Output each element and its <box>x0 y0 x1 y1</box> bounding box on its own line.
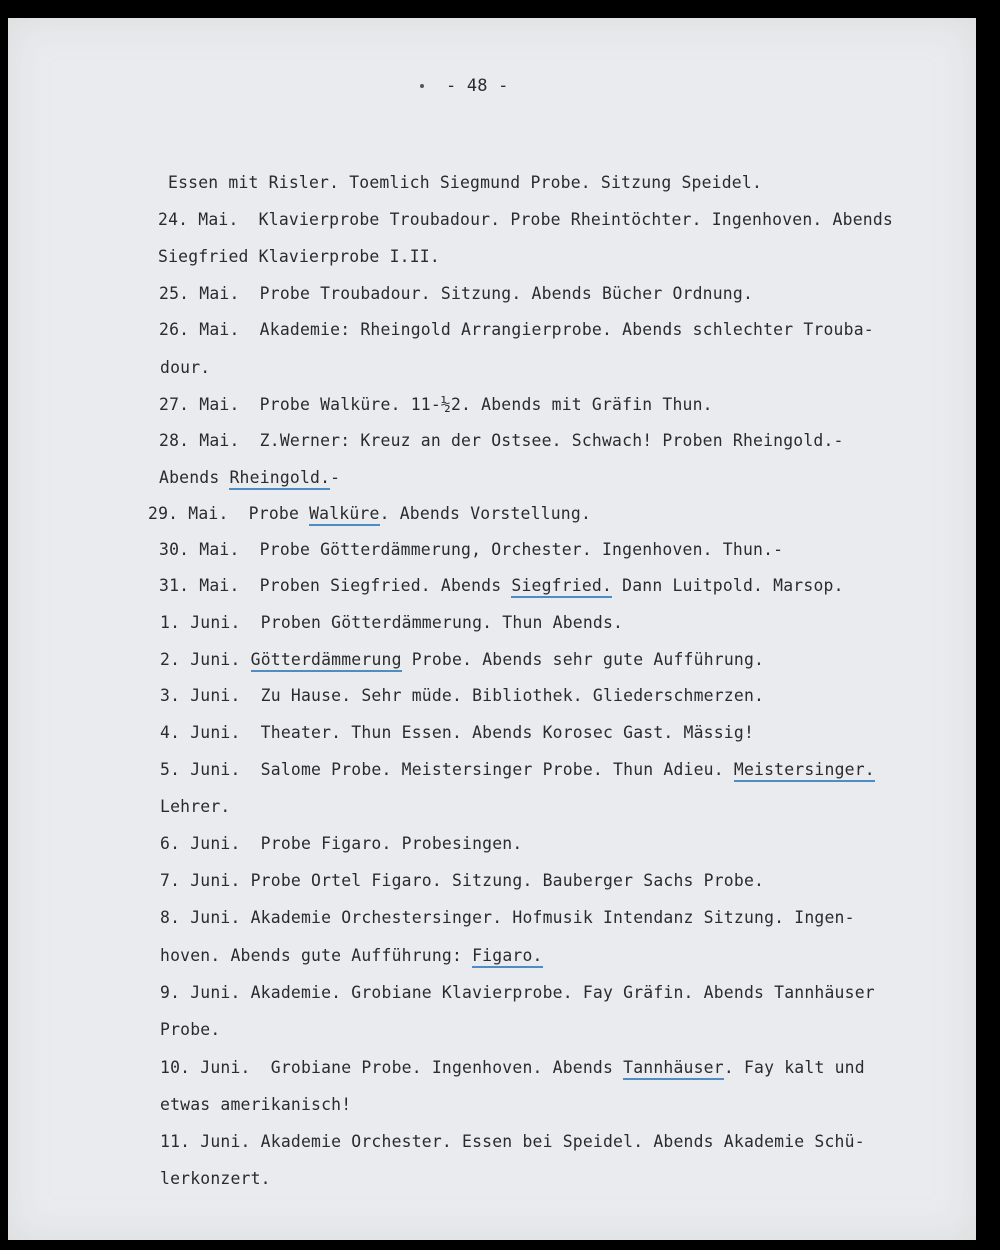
diary-text: 25. Mai. Probe Troubadour. Sitzung. Abends Bücher Ordnung. <box>159 284 754 303</box>
diary-text: Probe. Abends sehr gute Aufführung. <box>401 650 765 669</box>
diary-text: Abends <box>159 468 230 487</box>
diary-text: 3. Juni. Zu Hause. Sehr müde. Bibliothek. Gliederschmerzen. <box>160 686 765 705</box>
page-number: - 48 - <box>446 76 509 96</box>
diary-line <box>160 723 754 742</box>
diary-line <box>159 576 844 595</box>
diary-line <box>148 504 591 523</box>
underlined-title: Tannhäuser <box>623 1058 724 1080</box>
diary-text: Essen mit Risler. Toemlich Siegmund Probe. Sitzung Speidel. <box>168 173 763 192</box>
diary-line <box>160 613 623 632</box>
diary-text: 1. Juni. Proben Götterdämmerung. Thun Abends. <box>160 613 624 632</box>
underlined-title: Walküre <box>309 504 379 526</box>
diary-text: 5. Juni. Salome Probe. Meistersinger Probe. Thun Adieu. <box>160 760 734 779</box>
diary-text: . Fay kalt und <box>723 1058 865 1077</box>
diary-text: dour. <box>160 358 211 377</box>
diary-line <box>160 358 210 377</box>
underlined-title: Siegfried. <box>511 576 612 598</box>
diary-line <box>160 834 522 853</box>
diary-text: 28. Mai. Z.Werner: Kreuz an der Ostsee. Schwach! Proben Rheingold.- <box>159 431 844 450</box>
diary-line <box>160 1020 220 1039</box>
diary-text: 24. Mai. Klavierprobe Troubadour. Probe Rheintöchter. Ingenhoven. Abends <box>158 210 893 229</box>
diary-line <box>160 1169 271 1188</box>
diary-text: 10. Juni. Grobiane Probe. Ingenhoven. Abends <box>160 1058 624 1077</box>
underlined-title: Götterdämmerung <box>251 650 402 672</box>
underlined-title: Rheingold. <box>229 468 330 490</box>
diary-line <box>160 686 764 705</box>
diary-text: etwas amerikanisch! <box>160 1095 352 1114</box>
diary-text: 7. Juni. Probe Ortel Figaro. Sitzung. Bauberger Sachs Probe. <box>160 871 765 890</box>
diary-text: - <box>330 468 341 487</box>
diary-line <box>159 320 874 339</box>
diary-line <box>158 247 440 266</box>
diary-text: Dann Luitpold. Marsop. <box>612 576 844 595</box>
diary-line <box>160 983 875 1002</box>
underlined-title: Figaro. <box>472 946 542 968</box>
diary-text: Siegfried Klavierprobe I.II. <box>158 247 440 266</box>
diary-text: 6. Juni. Probe Figaro. Probesingen. <box>160 834 523 853</box>
underlined-title: Meistersinger. <box>734 760 875 782</box>
diary-text: hoven. Abends gute Aufführung: <box>160 946 473 965</box>
diary-line <box>168 173 762 192</box>
diary-text: 27. Mai. Probe Walküre. 11-½2. Abends mit Gräfin Thun. <box>159 395 713 414</box>
diary-line <box>160 650 764 669</box>
diary-line <box>160 1095 351 1114</box>
diary-text: Probe. <box>160 1020 221 1039</box>
diary-text: 8. Juni. Akademie Orchestersinger. Hofmusik Intendanz Sitzung. Ingen- <box>160 908 855 927</box>
diary-text: . Abends Vorstellung. <box>379 504 592 523</box>
typed-page <box>8 18 976 1240</box>
diary-line <box>159 540 783 559</box>
diary-text: 29. Mai. Probe <box>148 504 310 523</box>
diary-line <box>159 284 753 303</box>
diary-text: 30. Mai. Probe Götterdämmerung, Orchester. Ingenhoven. Thun.- <box>159 540 784 559</box>
diary-line <box>160 760 875 779</box>
diary-text: 2. Juni. <box>160 650 251 669</box>
diary-line <box>160 946 543 965</box>
diary-text: 9. Juni. Akademie. Grobiane Klavierprobe. Fay Gräfin. Abends Tannhäuser <box>160 983 875 1002</box>
diary-text: 4. Juni. Theater. Thun Essen. Abends Korosec Gast. Mässig! <box>160 723 755 742</box>
diary-line <box>159 431 844 450</box>
diary-line <box>160 797 230 816</box>
diary-line <box>160 871 764 890</box>
diary-line <box>159 395 713 414</box>
diary-text: 11. Juni. Akademie Orchester. Essen bei Speidel. Abends Akademie Schü- <box>160 1132 865 1151</box>
diary-line <box>158 210 893 229</box>
diary-text: 31. Mai. Proben Siegfried. Abends <box>159 576 512 595</box>
diary-text: 26. Mai. Akademie: Rheingold Arrangierprobe. Abends schlechter Trouba- <box>159 320 874 339</box>
diary-line <box>159 468 340 487</box>
diary-line <box>160 1058 865 1077</box>
diary-text: Lehrer. <box>160 797 231 816</box>
diary-line <box>160 1132 865 1151</box>
diary-text: lerkonzert. <box>160 1169 271 1188</box>
ink-dot <box>420 84 424 88</box>
diary-line <box>160 908 855 927</box>
